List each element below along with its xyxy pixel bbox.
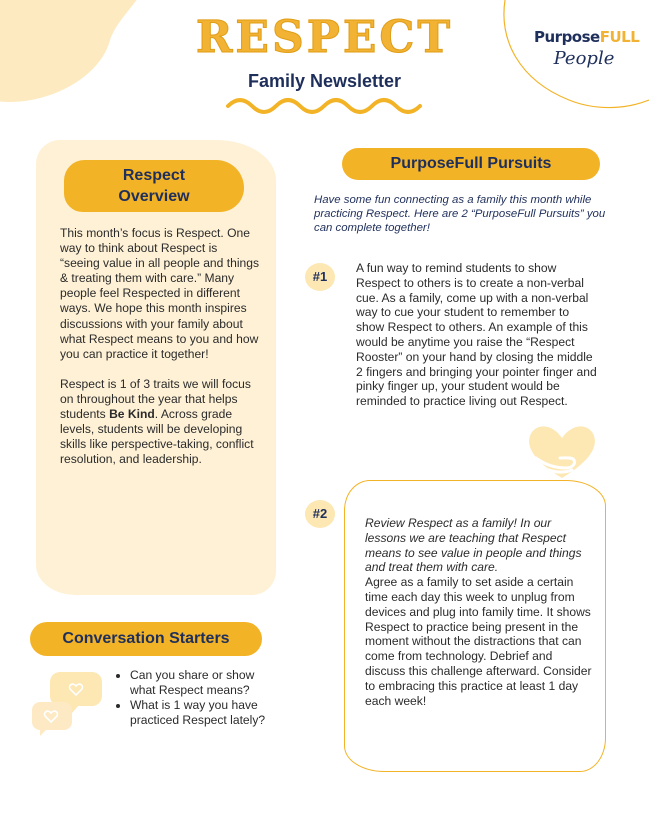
list-item: • Can you share or show what Respect means?	[130, 668, 280, 698]
pursuit-2-body: Agree as a family to set aside a certain time each day this week to unplug from devices and plug into family time. It shows Respect to practice being present in the moment without the distractions that can come from technology. Debrief and discuss this challenge afterward. Consider to embracing this practice at least 1 day each week!	[365, 575, 592, 708]
overview-body	[60, 226, 260, 482]
pursuit-1-text: A fun way to remind students to show Respect to others is to create a non-verbal cue. As a family, come up with a non-verbal way to cue your student to remember to show Respect to others. An example of this would be anytime you raise the “Respect Rooster” on your hand by closing the middle 2 fingers and bringing your pointer finger and pinky finger up, your student would be reminded to practice living out Respect.	[356, 261, 597, 409]
overview-heading: Respect Overview	[64, 160, 244, 212]
speech-bubbles-icon	[30, 664, 106, 738]
overview-paragraph-1: This month’s focus is Respect. One way to think about Respect is “seeing value in all people and things & treating them with care.” Many people feel Respected in different ways. We hope this month inspires discussions with your family about what Respect means to you and how you can practice it together!	[60, 226, 260, 361]
conversation-starters-heading: Conversation Starters	[30, 622, 262, 656]
squiggle-divider	[224, 96, 424, 116]
pursuit-2-badge: #2	[305, 500, 335, 528]
list-item: • What is 1 way you have practiced Respect lately?	[130, 698, 280, 728]
pursuit-2-italic: Review Respect as a family! In our lessons we are teaching that Respect means to see value in people and things and treat them with care.	[365, 516, 582, 575]
newsletter-subtitle: Family Newsletter	[247, 71, 402, 91]
pursuits-intro: Have some fun connecting as a family this month while practicing Respect. Here are 2 “PurposeFull Pursuits” you can complete together!	[314, 194, 606, 234]
purposefull-people-logo: PurposeFULL People	[534, 28, 640, 69]
conversation-starters-list	[112, 668, 280, 728]
pursuit-1-badge: #1	[305, 263, 335, 291]
pursuit-2-text	[365, 516, 593, 708]
newsletter-title: RESPECT	[195, 12, 454, 63]
pursuits-heading: PurposeFull Pursuits	[342, 148, 600, 180]
heart-hands-icon	[522, 418, 600, 484]
overview-paragraph-2: Respect is 1 of 3 traits we will focus on throughout the year that helps students Be Kind. Across grade levels, students will be developing skills like perspective-taking, conflict resolution, and leadership.	[60, 376, 254, 467]
